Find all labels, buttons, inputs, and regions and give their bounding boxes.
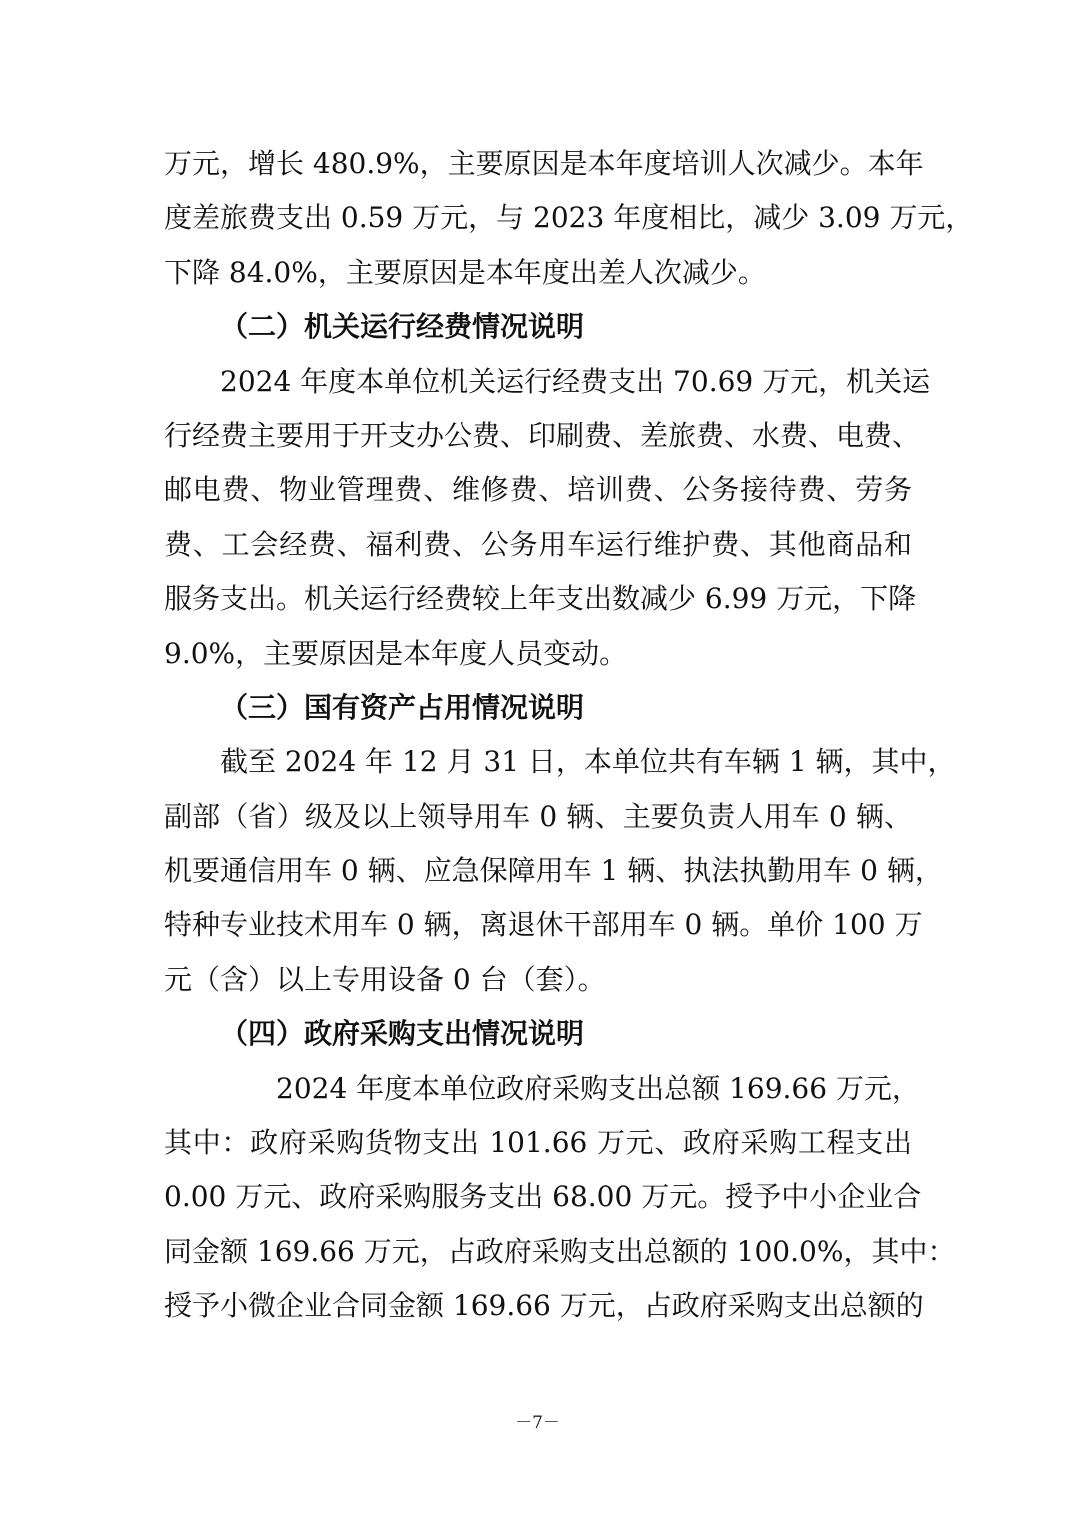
paragraph-line: 2024 年度本单位机关运行经费支出 70.69 万元，机关运	[220, 364, 931, 398]
paragraph-line: 0.00 万元、政府采购服务支出 68.00 万元。授予中小企业合	[164, 1180, 922, 1214]
paragraph-line: 万元，增长 480.9%，主要原因是本年度培训人次减少。本年	[164, 147, 924, 180]
page-number: －7－	[515, 1413, 560, 1433]
paragraph-line: 元（含）以上专用设备 0 台（套）。	[164, 962, 606, 996]
paragraph-line: 截至 2024 年 12 月 31 日，本单位共有车辆 1 辆，其中，	[220, 745, 956, 779]
paragraph-line: 同金额 169.66 万元，占政府采购支出总额的 100.0%，其中：	[164, 1234, 956, 1268]
paragraph-line: 特种专业技术用车 0 辆，离退休干部用车 0 辆。单价 100 万	[164, 908, 923, 942]
paragraph-line: 副部（省）级及以上领导用车 0 辆、主要负责人用车 0 辆、	[164, 799, 912, 833]
paragraph-line: 邮电费、物业管理费、维修费、培训费、公务接待费、劳务	[164, 473, 912, 507]
section-heading: （三）国有资产占用情况说明	[220, 690, 585, 724]
paragraph-line: 服务支出。机关运行经费较上年支出数减少 6.99 万元，下降	[164, 582, 917, 616]
paragraph-line: 度差旅费支出 0.59 万元，与 2023 年度相比，减少 3.09 万元，	[164, 201, 974, 235]
paragraph-line: 授予小微企业合同金额 169.66 万元，占政府采购支出总额的	[164, 1289, 924, 1323]
paragraph-line: 机要通信用车 0 辆、应急保障用车 1 辆、执法执勤用车 0 辆，	[164, 854, 943, 888]
paragraph-line: 2024 年度本单位政府采购支出总额 169.66 万元，	[276, 1071, 920, 1105]
section-heading: （二）机关运行经费情况说明	[220, 310, 585, 344]
paragraph-line: 下降 84.0%，主要原因是本年度出差人次减少。	[164, 255, 766, 289]
paragraph-line: 行经费主要用于开支办公费、印刷费、差旅费、水费、电费、	[164, 418, 921, 452]
document-body	[164, 137, 974, 1334]
section-heading: （四）政府采购支出情况说明	[220, 1017, 585, 1051]
paragraph-line: 9.0%，主要原因是本年度人员变动。	[164, 636, 628, 670]
paragraph-line: 其中：政府采购货物支出 101.66 万元、政府采购工程支出	[164, 1126, 912, 1160]
paragraph-line: 费、工会经费、福利费、公务用车运行维护费、其他商品和	[164, 527, 912, 561]
